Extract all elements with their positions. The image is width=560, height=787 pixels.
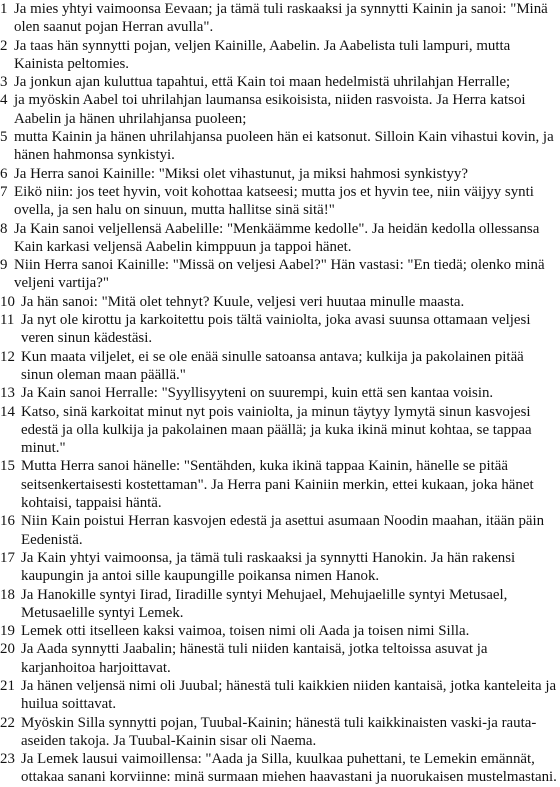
verse-number: 10 [0,293,15,310]
verse-6 [0,165,558,183]
verse-text: Ja Aada synnytti Jaabalin; hänestä tuli niiden kantaisä, jotka teltoissa asuvat ja karjanhoitoa harjoittavat. [21,641,488,676]
verse-number: 1 [0,1,8,17]
verse-number: 12 [0,348,15,365]
verse-text: mutta Kainin ja hänen uhrilahjansa puoleen hän ei katsonut. Silloin Kain vihastui kovin, ja hänen hahmonsa synkistyi. [14,129,554,164]
verse-number: 18 [0,586,15,603]
verse-number: 13 [0,385,15,402]
verse-19 [0,622,558,640]
verse-text: Ja Herra sanoi Kainille: "Miksi olet vihastunut, ja miksi hahmosi synkistyy? [14,165,468,182]
verse-7 [0,183,558,220]
verse-text: Ja hän sanoi: "Mitä olet tehnyt? Kuule, veljesi veri huutaa minulle maasta. [21,293,465,310]
verse-text: Ja nyt ole kirottu ja karkoitettu pois tältä vainiolta, joka avasi suunsa ottamaan veljesi veren sinun kädestäsi. [21,312,531,347]
verse-14 [0,403,558,458]
verse-number: 7 [0,183,8,200]
verse-number: 22 [0,714,15,731]
verse-text: Niin Kain poistui Herran kasvojen edestä ja asettui asumaan Noodin maahan, itään päin Eedenistä. [21,513,545,548]
verse-4 [0,91,558,128]
verse-number: 4 [0,92,8,109]
verse-20 [0,640,558,677]
verse-text: Ja mies yhtyi vaimoonsa Eevaan; ja tämä tuli raskaaksi ja synnytti Kainin ja sanoi: "Minä olen saanut pojan Herran avulla". [14,1,548,36]
verse-9 [0,256,558,293]
verse-text: Ja Kain sanoi veljellensä Aabelille: "Menkäämme kedolle". Ja heidän kedolla ollessansa Kain karkasi veljensä Aabelin kimppuun ja tappoi hänet. [14,220,540,255]
verse-3 [0,73,558,91]
verse-number: 19 [0,623,15,640]
verse-2 [0,37,558,74]
verse-8 [0,220,558,257]
verse-21 [0,677,558,714]
verse-number: 20 [0,641,15,658]
verse-text: Ja Kain yhtyi vaimoonsa, ja tämä tuli raskaaksi ja synnytti Hanokin. Ja hän rakensi kaupungin ja antoi sille kaupungille poikansa nimen Hanok. [21,549,516,585]
verse-5 [0,128,558,165]
verse-text: Ja hänen veljensä nimi oli Juubal; hänestä tuli kaikkien niiden kantaisä, jotka kanteleita ja huilua soittavat. [21,677,557,713]
verse-text: Ja Lemek lausui vaimoillensa: "Aada ja Silla, kuulkaa puhettani, te Lemekin emännät, ottakaa sanani korviinne: minä surmaan miehen haavastani ja nuorukaisen mustelmastani. [21,751,557,786]
verse-text: Lemek otti itselleen kaksi vaimoa, toisen nimi oli Aada ja toisen nimi Silla. [21,623,470,640]
verse-text: Ja taas hän synnytti pojan, veljen Kainille, Aabelin. Ja Aabelista tuli lampuri, mutta Kainista peltomies. [14,37,511,72]
verse-text: Mutta Herra sanoi hänelle: "Sentähden, kuka ikinä tappaa Kainin, hänelle se pitää seitsenkertaisesti kostettaman". Ja Herra pani Kainiin merkin, ettei kukaan, joka hänet kohtaisi, tappaisi häntä. [21,458,534,512]
verse-number: 14 [0,403,15,420]
verse-text: Ja jonkun ajan kuluttua tapahtui, että Kain toi maan hedelmistä uhrilahjan Herralle; [14,74,511,91]
verse-22 [0,714,558,751]
verse-23 [0,750,558,787]
verse-11 [0,311,558,348]
verse-number: 3 [0,74,8,91]
verse-text: Niin Herra sanoi Kainille: "Missä on veljesi Aabel?" Hän vastasi: "En tiedä; olenko minä veljeni vartija?" [14,257,545,292]
verse-15 [0,457,558,512]
verse-number: 5 [0,129,8,146]
verse-16 [0,512,558,549]
verse-10 [0,293,558,311]
verse-text: Ja Hanokille syntyi Iirad, Iiradille syntyi Mehujael, Mehujaelille syntyi Metusael, Metusaelille syntyi Lemek. [21,586,508,621]
verse-number: 21 [0,677,15,694]
verse-number: 2 [0,37,8,54]
verse-text: Ja Kain sanoi Herralle: "Syyllisyyteni on suurempi, kuin että sen kantaa voisin. [21,385,494,402]
verse-12 [0,348,558,385]
verse-17 [0,549,558,586]
verse-number: 15 [0,458,15,475]
verse-number: 8 [0,220,8,237]
verse-text: ja myöskin Aabel toi uhrilahjan laumansa esikoisista, niiden rasvoista. Ja Herra katsoi Aabelin ja hänen uhrilahjansa puoleen; [14,92,526,127]
verse-text: Myöskin Silla synnytti pojan, Tuubal-Kainin; hänestä tuli kaikkinaisten vaski-ja rauta-aseiden takoja. Ja Tuubal-Kainin sisar oli Naema. [21,714,537,749]
verse-number: 6 [0,165,8,182]
verse-number: 16 [0,513,15,530]
verse-number: 23 [0,751,15,768]
verse-18 [0,586,558,623]
verse-text: Eikö niin: jos teet hyvin, voit kohottaa katseesi; mutta jos et hyvin tee, niin väijyy synti ovella, ja sen halu on sinuun, mutta hallitse sinä sitä!" [14,183,534,219]
verse-text: Katso, sinä karkoitat minut nyt pois vainiolta, ja minun täytyy lymytä sinun kasvojesi edestä ja olla kulkija ja pakolainen maan päällä; ja kuka ikinä minut kohtaa, se tappaa minut." [21,403,532,457]
verse-number: 17 [0,549,15,566]
verse-number: 11 [0,312,15,329]
verse-13 [0,384,558,402]
verse-text: Kun maata viljelet, ei se ole enää sinulle satoansa antava; kulkija ja pakolainen pitää sinun oleman maan päällä." [21,348,524,383]
verse-number: 9 [0,257,8,274]
verse-1 [0,0,558,37]
